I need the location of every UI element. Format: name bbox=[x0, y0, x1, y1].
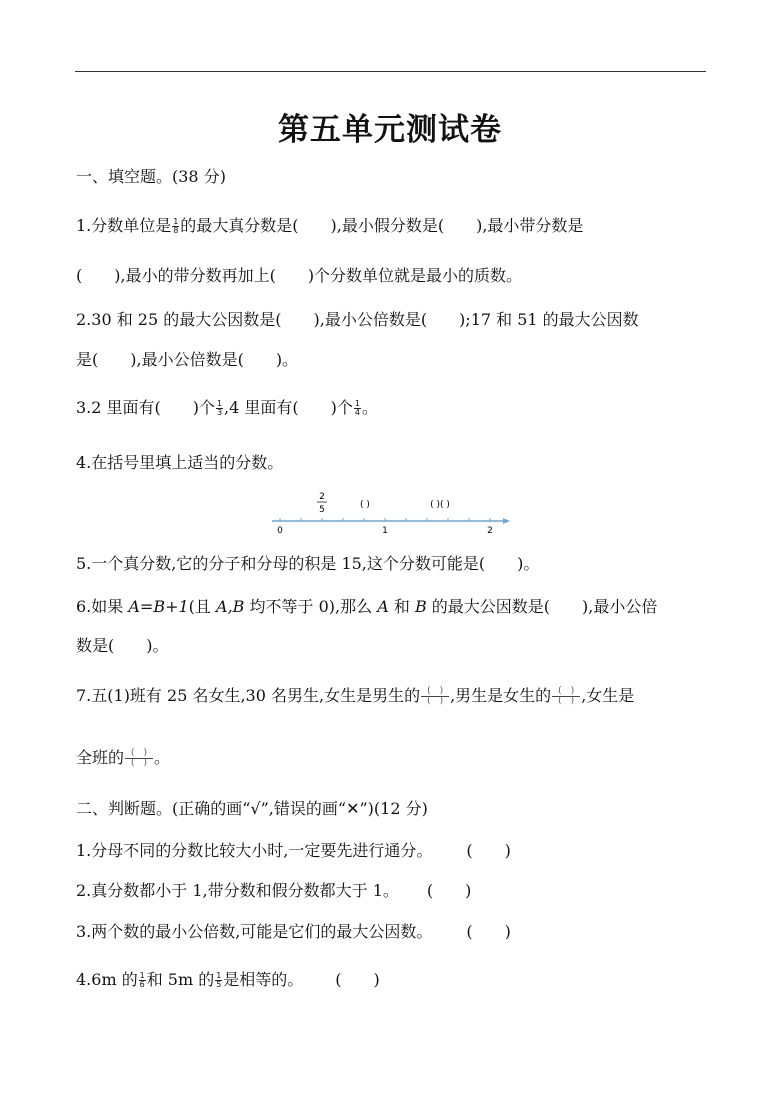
q3-frac1-num: 1 bbox=[216, 399, 223, 408]
q1-text-a: 1.分数单位是 bbox=[76, 216, 172, 235]
judge-question-2 bbox=[76, 881, 471, 901]
q7-blank-fraction-1 bbox=[420, 687, 450, 706]
q3-frac2-num: 1 bbox=[354, 399, 360, 408]
q1-fraction bbox=[172, 218, 179, 235]
q3-fraction-1 bbox=[216, 400, 223, 417]
q7-blank-fraction-2 bbox=[551, 687, 581, 706]
numberline-blank-1: ( ) bbox=[360, 500, 370, 510]
question-7-line2 bbox=[76, 748, 170, 768]
judge-q4-text-c: 是相等的。 bbox=[223, 970, 304, 989]
judge-q4-frac2-den: 5 bbox=[216, 980, 222, 989]
q6-vars: A,B bbox=[216, 597, 245, 616]
question-6-line1 bbox=[76, 597, 657, 617]
q7-text-e: 。 bbox=[154, 748, 171, 767]
q1-fraction-denominator: 8 bbox=[173, 226, 179, 235]
numberline-label-0: 0 bbox=[277, 526, 283, 536]
question-6-line2: 数是( )。 bbox=[76, 636, 169, 655]
numberline-arrow bbox=[503, 518, 510, 524]
numberline-label-1: 1 bbox=[382, 526, 388, 536]
numberline-frac-den: 5 bbox=[319, 505, 325, 515]
q3-frac2-den: 4 bbox=[354, 408, 360, 417]
q7-text-c: ,女生是 bbox=[581, 686, 635, 705]
question-7-line1 bbox=[76, 686, 634, 706]
judge-q1-answer-blank[interactable]: ( ) bbox=[466, 841, 511, 860]
numberline-frac-num: 2 bbox=[319, 492, 325, 502]
judge-question-3 bbox=[76, 922, 511, 942]
q7-bf1-num: ( ) bbox=[427, 686, 444, 696]
q6-expression: A=B+1 bbox=[128, 597, 189, 616]
q6-text-b: (且 bbox=[188, 597, 217, 616]
section2-heading: 二、判断题。(正确的画“√”,错误的画“✕”)(12 分) bbox=[76, 799, 428, 818]
judge-q4-frac2-num: 1 bbox=[216, 971, 222, 980]
q3-fraction-2 bbox=[354, 400, 361, 417]
q3-frac1-den: 3 bbox=[216, 408, 223, 417]
number-line bbox=[270, 488, 520, 542]
judge-q4-text-b: 和 5m 的 bbox=[146, 970, 215, 989]
header-rule bbox=[75, 71, 706, 72]
judge-q3-text: 3.两个数的最小公倍数,可能是它们的最大公因数。 bbox=[76, 922, 433, 941]
q3-text-c: 。 bbox=[361, 398, 378, 417]
judge-question-1 bbox=[76, 841, 511, 861]
q6-text-a: 6.如果 bbox=[76, 597, 129, 616]
judge-q4-answer-blank[interactable]: ( ) bbox=[335, 970, 380, 989]
q6-text-e: 的最大公因数是( ),最小公倍 bbox=[426, 597, 658, 616]
q7-blank-fraction-3 bbox=[124, 749, 154, 768]
q6-text-d: 和 bbox=[388, 597, 415, 616]
q7-bf1-den: ( ) bbox=[427, 696, 444, 706]
q7-bf3-den: ( ) bbox=[131, 758, 148, 768]
judge-q4-text-a: 4.6m 的 bbox=[76, 970, 138, 989]
q6-var-a: A bbox=[377, 597, 389, 616]
q7-text-b: ,男生是女生的 bbox=[450, 686, 552, 705]
numberline-label-2: 2 bbox=[487, 526, 493, 536]
question-1-line1 bbox=[76, 216, 583, 236]
q7-text-d: 全班的 bbox=[76, 748, 125, 767]
judge-q2-text: 2.真分数都小于 1,带分数和假分数都大于 1。 bbox=[76, 881, 399, 900]
q6-var-b: B bbox=[414, 597, 427, 616]
section1-heading: 一、填空题。(38 分) bbox=[76, 167, 226, 186]
question-1-line2: ( ),最小的带分数再加上( )个分数单位就是最小的质数。 bbox=[76, 266, 523, 285]
numberline-blank-2: ( )( ) bbox=[430, 500, 450, 510]
judge-question-4 bbox=[76, 970, 380, 990]
q7-bf2-den: ( ) bbox=[558, 696, 575, 706]
question-3 bbox=[76, 398, 378, 418]
judge-q4-fraction-2 bbox=[215, 972, 222, 989]
q7-text-a: 7.五(1)班有 25 名女生,30 名男生,女生是男生的 bbox=[76, 686, 421, 705]
page-title: 第五单元测试卷 bbox=[278, 112, 502, 148]
question-5: 5.一个真分数,它的分子和分母的积是 15,这个分数可能是( )。 bbox=[76, 554, 540, 573]
q7-bf2-num: ( ) bbox=[558, 686, 575, 696]
q3-text-b: ,4 里面有( )个 bbox=[224, 398, 353, 417]
q6-text-c: 均不等于 0),那么 bbox=[244, 597, 378, 616]
judge-q4-frac1-num: 1 bbox=[139, 971, 145, 980]
q3-text-a: 3.2 里面有( )个 bbox=[76, 398, 216, 417]
judge-q4-frac1-den: 6 bbox=[139, 980, 145, 989]
q7-bf3-num: ( ) bbox=[131, 748, 148, 758]
q1-text-b: 的最大真分数是( ),最小假分数是( ),最小带分数是 bbox=[180, 216, 584, 235]
q1-fraction-numerator: 1 bbox=[173, 217, 179, 226]
question-4: 4.在括号里填上适当的分数。 bbox=[76, 453, 284, 472]
judge-q1-text: 1.分母不同的分数比较大小时,一定要先进行通分。 bbox=[76, 841, 433, 860]
question-2-line1: 2.30 和 25 的最大公因数是( ),最小公倍数是( );17 和 51 的最大公因数 bbox=[76, 310, 639, 329]
judge-q3-answer-blank[interactable]: ( ) bbox=[466, 922, 511, 941]
question-2-line2: 是( ),最小公倍数是( )。 bbox=[76, 350, 299, 369]
judge-q4-fraction-1 bbox=[139, 972, 146, 989]
judge-q2-answer-blank[interactable]: ( ) bbox=[426, 881, 472, 900]
